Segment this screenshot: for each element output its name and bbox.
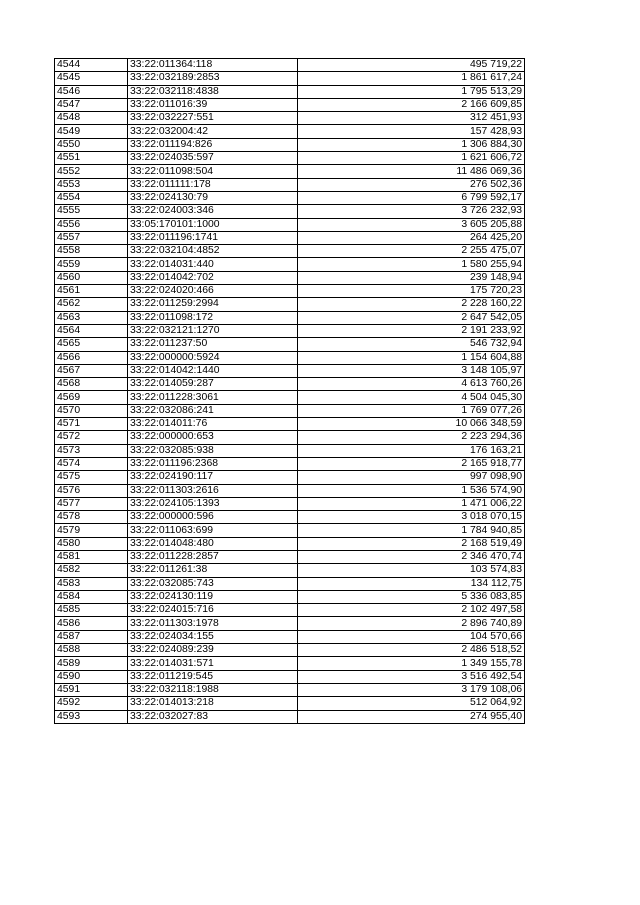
table-row [55,245,525,258]
table-row [55,85,525,98]
table-row [55,564,525,577]
cadastral-value-cell: 239 148,94 [298,271,525,284]
cadastral-number-cell: 33:22:011196:1741 [128,231,298,244]
table-row [55,511,525,524]
cadastral-number-cell: 33:22:011111:178 [128,178,298,191]
cadastral-number-cell: 33:22:032086:241 [128,404,298,417]
cadastral-value-cell: 1 861 617,24 [298,72,525,85]
row-number-cell: 4588 [55,644,128,657]
cadastral-value-cell: 512 064,92 [298,697,525,710]
table-row [55,590,525,603]
table-row [55,59,525,72]
cadastral-value-cell: 157 428,93 [298,125,525,138]
cadastral-value-cell: 2 166 609,85 [298,98,525,111]
cadastral-number-cell: 33:22:011063:699 [128,524,298,537]
cadastral-value-cell: 1 471 006,22 [298,497,525,510]
cadastral-number-cell: 33:22:000000:653 [128,431,298,444]
cadastral-value-cell: 2 191 233,92 [298,324,525,337]
table-row [55,657,525,670]
row-number-cell: 4562 [55,298,128,311]
cadastral-number-cell: 33:22:032085:743 [128,577,298,590]
row-number-cell: 4574 [55,457,128,470]
table-row [55,630,525,643]
cadastral-number-cell: 33:22:011098:172 [128,311,298,324]
row-number-cell: 4583 [55,577,128,590]
row-number-cell: 4555 [55,205,128,218]
table-row [55,311,525,324]
cadastral-value-cell: 175 720,23 [298,285,525,298]
row-number-cell: 4549 [55,125,128,138]
row-number-cell: 4593 [55,710,128,723]
cadastral-value-cell: 1 580 255,94 [298,258,525,271]
cadastral-number-cell: 33:22:032004:42 [128,125,298,138]
row-number-cell: 4580 [55,537,128,550]
cadastral-number-cell: 33:22:024089:239 [128,644,298,657]
table-row [55,152,525,165]
cadastral-number-cell: 33:22:000000:5924 [128,351,298,364]
table-row [55,112,525,125]
cadastral-value-cell: 3 179 108,06 [298,683,525,696]
cadastral-number-cell: 33:22:014013:218 [128,697,298,710]
cadastral-value-cell: 6 799 592,17 [298,191,525,204]
table-row [55,577,525,590]
table-row [55,524,525,537]
row-number-cell: 4547 [55,98,128,111]
table-row [55,165,525,178]
cadastral-value-cell: 134 112,75 [298,577,525,590]
cadastral-number-cell: 33:05:170101:1000 [128,218,298,231]
table-row [55,258,525,271]
table-row [55,497,525,510]
cadastral-number-cell: 33:22:014059:287 [128,378,298,391]
cadastral-number-cell: 33:22:024020:466 [128,285,298,298]
table-row [55,378,525,391]
cadastral-number-cell: 33:22:011228:3061 [128,391,298,404]
cadastral-value-cell: 4 613 760,26 [298,378,525,391]
cadastral-number-cell: 33:22:024130:119 [128,590,298,603]
cadastral-value-cell: 2 647 542,05 [298,311,525,324]
cadastral-number-cell: 33:22:032118:1988 [128,683,298,696]
cadastral-value-cell: 2 346 470,74 [298,550,525,563]
row-number-cell: 4548 [55,112,128,125]
table-row [55,125,525,138]
table-row [55,457,525,470]
table-row [55,710,525,723]
row-number-cell: 4578 [55,511,128,524]
row-number-cell: 4552 [55,165,128,178]
row-number-cell: 4545 [55,72,128,85]
row-number-cell: 4561 [55,285,128,298]
row-number-cell: 4577 [55,497,128,510]
cadastral-value-cell: 1 795 513,29 [298,85,525,98]
cadastral-value-cell: 3 726 232,93 [298,205,525,218]
cadastral-number-cell: 33:22:011237:50 [128,338,298,351]
table-row [55,550,525,563]
table-row [55,604,525,617]
cadastral-value-cell: 5 336 083,85 [298,590,525,603]
cadastral-number-cell: 33:22:032104:4852 [128,245,298,258]
cadastral-number-cell: 33:22:032189:2853 [128,72,298,85]
cadastral-value-cell: 2 223 294,36 [298,431,525,444]
cadastral-number-cell: 33:22:011303:2616 [128,484,298,497]
row-number-cell: 4585 [55,604,128,617]
cadastral-value-cell: 103 574,83 [298,564,525,577]
row-number-cell: 4579 [55,524,128,537]
cadastral-number-cell: 33:22:000000:596 [128,511,298,524]
table-row [55,617,525,630]
table-row [55,351,525,364]
table-row [55,271,525,284]
table-body [55,59,525,724]
cadastral-number-cell: 33:22:011303:1978 [128,617,298,630]
table-row [55,471,525,484]
cadastral-value-cell: 2 102 497,58 [298,604,525,617]
cadastral-value-cell: 1 349 155,78 [298,657,525,670]
cadastral-value-cell: 1 536 574,90 [298,484,525,497]
cadastral-number-cell: 33:22:032027:83 [128,710,298,723]
table-row [55,191,525,204]
cadastral-number-cell: 33:22:024034:155 [128,630,298,643]
cadastral-number-cell: 33:22:014048:480 [128,537,298,550]
row-number-cell: 4563 [55,311,128,324]
row-number-cell: 4571 [55,418,128,431]
row-number-cell: 4584 [55,590,128,603]
row-number-cell: 4576 [55,484,128,497]
cadastral-number-cell: 33:22:011364:118 [128,59,298,72]
cadastral-number-cell: 33:22:014031:571 [128,657,298,670]
cadastral-value-cell: 495 719,22 [298,59,525,72]
table-row [55,205,525,218]
cadastral-number-cell: 33:22:032227:551 [128,112,298,125]
cadastral-value-cell: 10 066 348,59 [298,418,525,431]
table-row [55,72,525,85]
table-row [55,338,525,351]
cadastral-number-cell: 33:22:032121:1270 [128,324,298,337]
row-number-cell: 4558 [55,245,128,258]
table-row [55,683,525,696]
table-row [55,218,525,231]
cadastral-number-cell: 33:22:024130:79 [128,191,298,204]
cadastral-value-cell: 997 098,90 [298,471,525,484]
cadastral-number-cell: 33:22:011228:2857 [128,550,298,563]
row-number-cell: 4572 [55,431,128,444]
row-number-cell: 4556 [55,218,128,231]
table-row [55,285,525,298]
cadastral-value-cell: 176 163,21 [298,444,525,457]
table-row [55,391,525,404]
cadastral-number-cell: 33:22:011196:2368 [128,457,298,470]
row-number-cell: 4592 [55,697,128,710]
row-number-cell: 4587 [55,630,128,643]
cadastral-number-cell: 33:22:011261:38 [128,564,298,577]
table-row [55,178,525,191]
row-number-cell: 4544 [55,59,128,72]
row-number-cell: 4560 [55,271,128,284]
row-number-cell: 4557 [55,231,128,244]
cadastral-number-cell: 33:22:014031:440 [128,258,298,271]
row-number-cell: 4565 [55,338,128,351]
cadastral-value-cell: 264 425,20 [298,231,525,244]
cadastral-number-cell: 33:22:024105:1393 [128,497,298,510]
row-number-cell: 4570 [55,404,128,417]
table-row [55,670,525,683]
table-row [55,298,525,311]
cadastral-value-cell: 2 168 519,49 [298,537,525,550]
table-row [55,404,525,417]
row-number-cell: 4581 [55,550,128,563]
table-row [55,537,525,550]
cadastral-number-cell: 33:22:011098:504 [128,165,298,178]
row-number-cell: 4553 [55,178,128,191]
cadastral-value-cell: 2 228 160,22 [298,298,525,311]
cadastral-value-cell: 546 732,94 [298,338,525,351]
table-row [55,431,525,444]
cadastral-value-cell: 3 605 205,88 [298,218,525,231]
row-number-cell: 4573 [55,444,128,457]
row-number-cell: 4554 [55,191,128,204]
table-row [55,484,525,497]
row-number-cell: 4586 [55,617,128,630]
cadastral-number-cell: 33:22:011219:545 [128,670,298,683]
table-row [55,364,525,377]
cadastral-value-cell: 1 306 884,30 [298,138,525,151]
cadastral-value-cell: 3 148 105,97 [298,364,525,377]
cadastral-value-cell: 4 504 045,30 [298,391,525,404]
cadastral-number-cell: 33:22:011016:39 [128,98,298,111]
cadastral-number-cell: 33:22:014042:1440 [128,364,298,377]
cadastral-value-cell: 2 486 518,52 [298,644,525,657]
table-row [55,444,525,457]
cadastral-value-cell: 3 018 070,15 [298,511,525,524]
row-number-cell: 4589 [55,657,128,670]
cadastral-number-cell: 33:22:024035:597 [128,152,298,165]
cadastral-value-cell: 2 255 475,07 [298,245,525,258]
row-number-cell: 4567 [55,364,128,377]
cadastral-value-cell: 1 154 604,88 [298,351,525,364]
cadastral-value-cell: 274 955,40 [298,710,525,723]
row-number-cell: 4550 [55,138,128,151]
cadastral-value-cell: 104 570,66 [298,630,525,643]
cadastral-value-cell: 312 451,93 [298,112,525,125]
cadastral-value-cell: 1 784 940,85 [298,524,525,537]
row-number-cell: 4559 [55,258,128,271]
table-row [55,98,525,111]
cadastral-value-cell: 2 165 918,77 [298,457,525,470]
table-row [55,138,525,151]
cadastral-number-cell: 33:22:011194:826 [128,138,298,151]
row-number-cell: 4575 [55,471,128,484]
row-number-cell: 4590 [55,670,128,683]
row-number-cell: 4569 [55,391,128,404]
cadastral-value-cell: 2 896 740,89 [298,617,525,630]
row-number-cell: 4551 [55,152,128,165]
cadastral-value-cell: 276 502,36 [298,178,525,191]
cadastral-number-cell: 33:22:032085:938 [128,444,298,457]
table-row [55,418,525,431]
cadastral-value-cell: 3 516 492,54 [298,670,525,683]
table-row [55,697,525,710]
cadastral-number-cell: 33:22:011259:2994 [128,298,298,311]
cadastral-number-cell: 33:22:014042:702 [128,271,298,284]
cadastral-value-cell: 11 486 069,36 [298,165,525,178]
cadastral-number-cell: 33:22:014011:76 [128,418,298,431]
cadastral-value-cell: 1 621 606,72 [298,152,525,165]
cadastral-number-cell: 33:22:024190:117 [128,471,298,484]
cadastral-value-table [54,58,525,724]
cadastral-value-cell: 1 769 077,26 [298,404,525,417]
row-number-cell: 4582 [55,564,128,577]
cadastral-number-cell: 33:22:024015:716 [128,604,298,617]
row-number-cell: 4591 [55,683,128,696]
row-number-cell: 4546 [55,85,128,98]
table-row [55,231,525,244]
row-number-cell: 4566 [55,351,128,364]
row-number-cell: 4564 [55,324,128,337]
cadastral-number-cell: 33:22:032118:4838 [128,85,298,98]
table-row [55,644,525,657]
row-number-cell: 4568 [55,378,128,391]
cadastral-number-cell: 33:22:024003:346 [128,205,298,218]
table-row [55,324,525,337]
